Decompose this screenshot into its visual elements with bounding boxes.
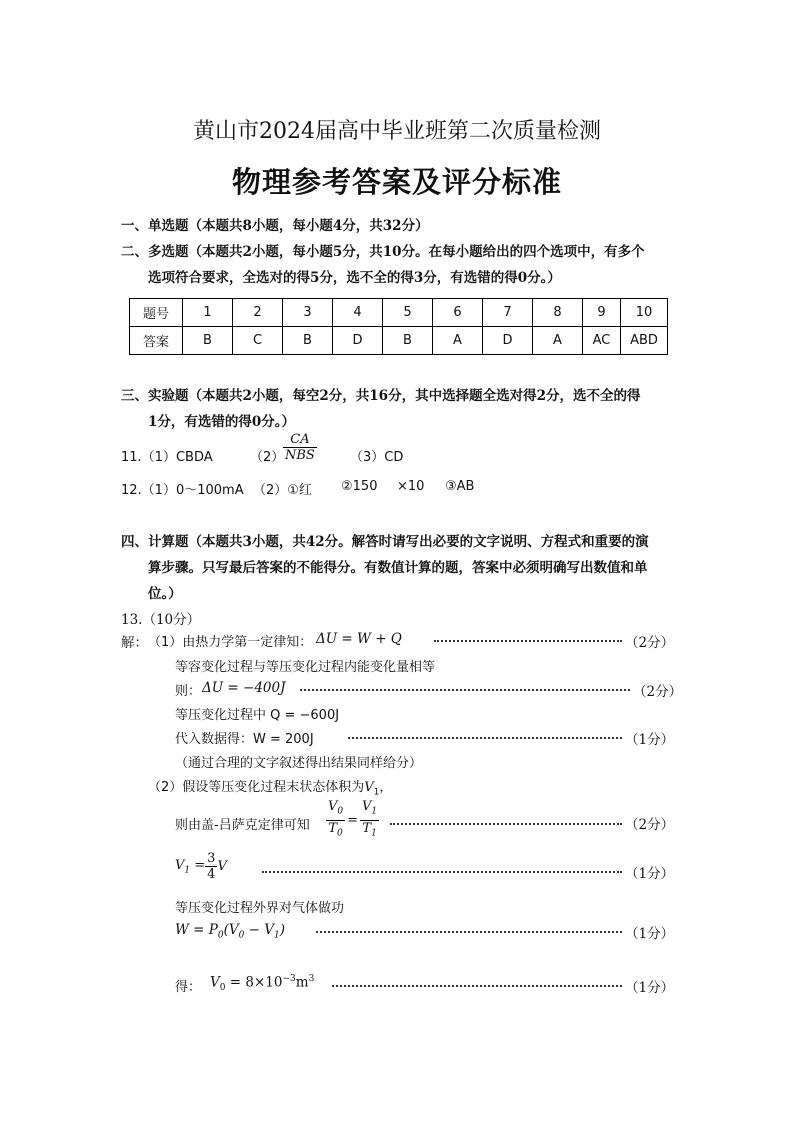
section-1-heading: 一、单选题（本题共8小题，每小题4分，共32分） <box>121 218 429 234</box>
score-label: （1分） <box>625 732 675 748</box>
table-cell: 4 <box>333 299 383 327</box>
solution-line-1: （1）由热力学第一定律知： <box>148 635 313 650</box>
section-3-heading-cont: 1分，有选错的得0分。） <box>148 414 296 430</box>
table-cell: ABD <box>621 327 668 355</box>
solution-label: 解： <box>121 635 148 651</box>
q11-part2-label: （2） <box>250 450 285 465</box>
table-cell: C <box>233 327 283 355</box>
fraction-numerator: CA <box>283 432 317 448</box>
score-label: （1分） <box>625 866 675 882</box>
solution-line-5: 代入数据得：W = 200J <box>175 732 314 747</box>
delta-u-value: ΔU = −400J <box>202 680 286 696</box>
q13-header: 13.（10分） <box>121 612 201 628</box>
result-equation: $V_0 = 8\times 10^{-3}m^3$ <box>210 974 315 994</box>
q12-part5: ③AB <box>445 479 475 494</box>
score-label: （1分） <box>625 980 675 996</box>
q12-part4: ×10 <box>397 479 425 494</box>
solution-line-6: （通过合理的文字叙述得出结果同样给分） <box>175 756 423 771</box>
table-header-cell: 答案 <box>130 327 183 355</box>
table-cell: 3 <box>283 299 333 327</box>
dotted-leader <box>332 985 622 987</box>
table-cell: AC <box>583 327 621 355</box>
section-4-heading: 四、计算题（本题共3小题，共42分。解答时请写出必要的文字说明、方程式和重要的演 <box>121 534 649 550</box>
solution-line-2: 等容变化过程与等压变化过程内能变化量相等 <box>175 660 436 675</box>
solution-line-8: 则由盖-吕萨克定律可知 <box>175 818 310 833</box>
table-header-cell: 题号 <box>130 299 183 327</box>
dotted-leader <box>300 689 630 691</box>
section-2-heading: 二、多选题（本题共2小题，每小题5分，共10分。在每小题给出的四个选项中，有多个 <box>121 244 645 260</box>
table-row-answers <box>130 327 668 355</box>
table-cell: D <box>333 327 383 355</box>
dotted-leader <box>348 737 622 739</box>
q11-fraction <box>283 432 317 463</box>
q12-part1: 12.（1）0～100mA <box>121 483 244 498</box>
dotted-leader <box>262 871 622 873</box>
table-cell: 6 <box>433 299 483 327</box>
charles-law-equation: $\frac{V_0}{T_0}$ = $\frac{V_1}{T_1}$ <box>328 799 378 839</box>
solution-line-10: 等压变化过程外界对气体做功 <box>175 901 345 916</box>
table-cell: B <box>283 327 333 355</box>
section-4-heading-cont: 算步骤。只写最后答案的不能得分。有数值计算的题，答案中必须明确写出数值和单 <box>148 560 648 576</box>
score-label: （2分） <box>625 635 675 651</box>
dotted-leader <box>390 823 622 825</box>
solution-line-3-label: 则： <box>175 684 202 699</box>
solution-line-4: 等压变化过程中 Q = −600J <box>175 708 340 723</box>
table-row-numbers <box>130 299 668 327</box>
page-title: 黄山市2024届高中毕业班第二次质量检测 <box>193 119 601 144</box>
table-cell: 9 <box>583 299 621 327</box>
fraction-denominator: NBS <box>285 448 315 463</box>
table-cell: A <box>433 327 483 355</box>
q12-part2: （2）①红 <box>253 483 312 498</box>
table-cell: 2 <box>233 299 283 327</box>
score-label: （2分） <box>625 817 675 833</box>
answer-table <box>129 298 668 355</box>
score-label: （1分） <box>625 926 675 942</box>
q11-part3: （3）CD <box>350 450 404 465</box>
work-equation: $W = P_0(V_0 - V_1)$ <box>175 922 286 941</box>
table-cell: 8 <box>533 299 583 327</box>
section-4-heading-cont2: 位。） <box>148 586 182 602</box>
page-subtitle: 物理参考答案及评分标准 <box>231 165 562 199</box>
q11-part1: 11.（1）CBDA <box>121 450 213 465</box>
dotted-leader <box>316 931 622 933</box>
table-cell: 5 <box>383 299 433 327</box>
table-cell: D <box>483 327 533 355</box>
v1-equation: $V_1$ = $\frac{3}{4}$ V <box>175 851 227 882</box>
section-3-heading: 三、实验题（本题共2小题，每空2分，共16分，其中选择题全选对得2分，选不全的得 <box>121 388 641 404</box>
table-cell: B <box>383 327 433 355</box>
table-cell: 7 <box>483 299 533 327</box>
table-cell: A <box>533 327 583 355</box>
table-cell: 1 <box>183 299 233 327</box>
dotted-leader <box>434 640 622 642</box>
score-label: （2分） <box>633 684 683 700</box>
table-cell: 10 <box>621 299 668 327</box>
solution-line-7: （2）假设等压变化过程末状态体积为$V_1$， <box>148 780 393 798</box>
first-law-formula: ΔU = W + Q <box>316 631 402 647</box>
q12-part3: ②150 <box>341 479 378 494</box>
table-cell: B <box>183 327 233 355</box>
section-2-heading-cont: 选项符合要求，全选对的得5分，选不全的得3分，有选错的得0分。） <box>148 270 561 286</box>
solution-line-12-label: 得： <box>175 980 202 995</box>
